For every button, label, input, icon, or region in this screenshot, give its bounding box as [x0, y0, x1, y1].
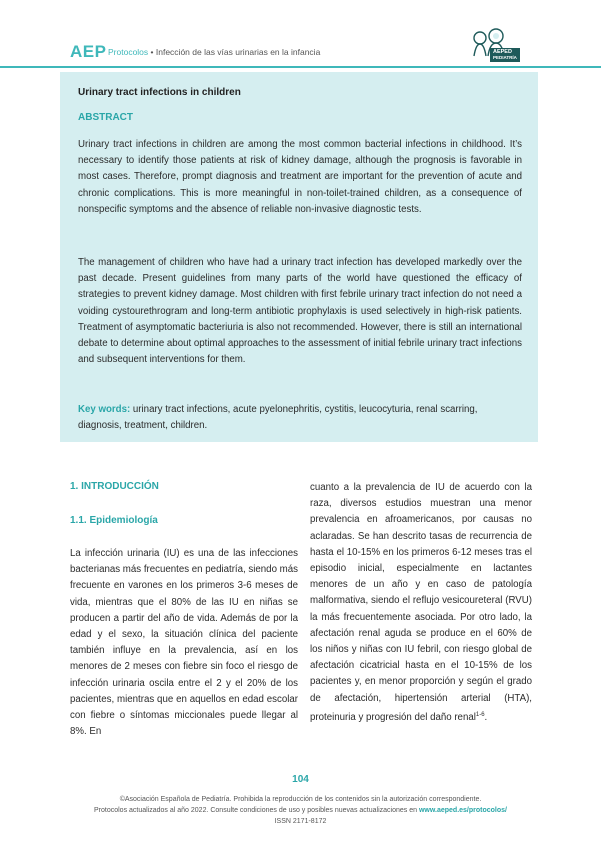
right-paragraph-end: .: [484, 712, 488, 724]
abstract-paragraph-1: Urinary tract infections in children are among the most common bacterial infections in childhood. It’s necessary to identify those patients at risk of kidney damage, although the prognosis is favorable in most cases. Therefore, prompt diagnosis and treatment are important for the prevention of acute and chronic complications. This is more meaningful in non-toilet-trained children, as a consequence of nonspecific symptoms and the absence of reliable non-invasive diagnostic tests.: [78, 139, 522, 215]
page-header: [70, 44, 530, 64]
footer-updates-line: [0, 807, 601, 814]
footer-protocols-link[interactable]: www.aeped.es/protocolos/: [418, 807, 507, 814]
aeped-brand-logo: [466, 26, 530, 62]
keywords: [78, 402, 522, 434]
footer-copyright: ©Asociación Española de Pediatría. Prohibida la reproducción de los contenidos sin la autorización correspondiente.: [119, 796, 482, 803]
citation-superscript: 1-6: [475, 711, 485, 718]
abstract-title: Urinary tract infections in children: [78, 87, 241, 98]
footer-issn: ISSN 2171-8172: [274, 818, 327, 825]
keywords-text: urinary tract infections, acute pyelonephritis, cystitis, leucocyturia, renal scarring, diagnosis, treatment, children.: [78, 404, 478, 432]
aeped-badge: [490, 48, 520, 62]
header-bullet: •: [148, 47, 156, 57]
header-rule: [0, 66, 601, 68]
abstract-paragraph-2: The management of children who have had a urinary tract infection has developed markedly over the past decade. Present guidelines from many parts of the world have questioned the efficacy of strategies to prevent kidney damage. Most children with first febrile urinary tract infection do not need a voiding cystourethrogram and long-term antibiotic prophylaxis is used selectively in high-risk patients. Treatment of asymptomatic bacteriuria is also not recommended. However, there is still an international debate to determine about optimal approaches to the assessment of initial febrile urinary tract infections and subsequent interventions for them.: [78, 257, 522, 366]
section-heading-introduccion: 1. INTRODUCCIÓN: [70, 481, 159, 492]
aep-logo: AEP: [70, 42, 107, 61]
right-paragraph-text: cuanto a la prevalencia de IU de acuerdo con la raza, diversos estudios muestran una menor prevalencia en afroamericanos, por causas no aclaradas. Se han descrito tasas de recurrencia de hasta el 10-15% en los primeros 6-12 meses tras el episodio inicial, especialmente en lactantes menores de un año y en caso de patología malformativa, siendo el reflujo vesicoureteral (RVU) la más frecuentemente asociada. Por otro lado, la afectación renal aguda se produce en el 60% de los niños y niñas con IU febril, con riesgo global de afectación cicatricial hasta en el 10-15% de los pacientes y, en menor proporción y según el grado de afectación, hipertensión arterial (HTA), proteinuria y progresión del daño renal: [310, 482, 532, 724]
subsection-heading-epidemiologia: 1.1. Epidemiología: [70, 515, 158, 526]
running-header: [108, 47, 320, 57]
footer-updates-text: Protocolos actualizados al año 2022. Consulte condiciones de uso y posibles nuevas actualizaciones en: [94, 807, 419, 814]
keywords-label: Key words:: [78, 404, 131, 415]
abstract-heading: ABSTRACT: [78, 112, 133, 123]
body-left-paragraph: La infección urinaria (IU) es una de las infecciones bacterianas más frecuentes en pediatría, siendo más frecuente en varones en los primeros 3-6 meses de vida, mientras que el 80% de las IU en niñas se producen a partir del año de vida. Además de por la edad y el sexo, la situación clínica del paciente también influye en la prevalencia, así en los menores de 2 meses con fiebre sin foco el riesgo de infección urinaria oscila entre el 2 y el 20% de los pacientes, mientras que en aquellos en edad escolar con fiebre o síntomas miccionales puede llegar al 8%. En: [70, 548, 298, 738]
page-number: 104: [292, 774, 309, 785]
abstract-box: [60, 72, 538, 442]
badge-line-1: AEPED: [493, 49, 512, 55]
header-title: Infección de las vías urinarias en la infancia: [155, 47, 321, 57]
body-right-paragraph: [310, 480, 532, 726]
badge-line-2: PEDIATRÍA: [493, 55, 517, 60]
header-section: Protocolos: [108, 47, 149, 57]
